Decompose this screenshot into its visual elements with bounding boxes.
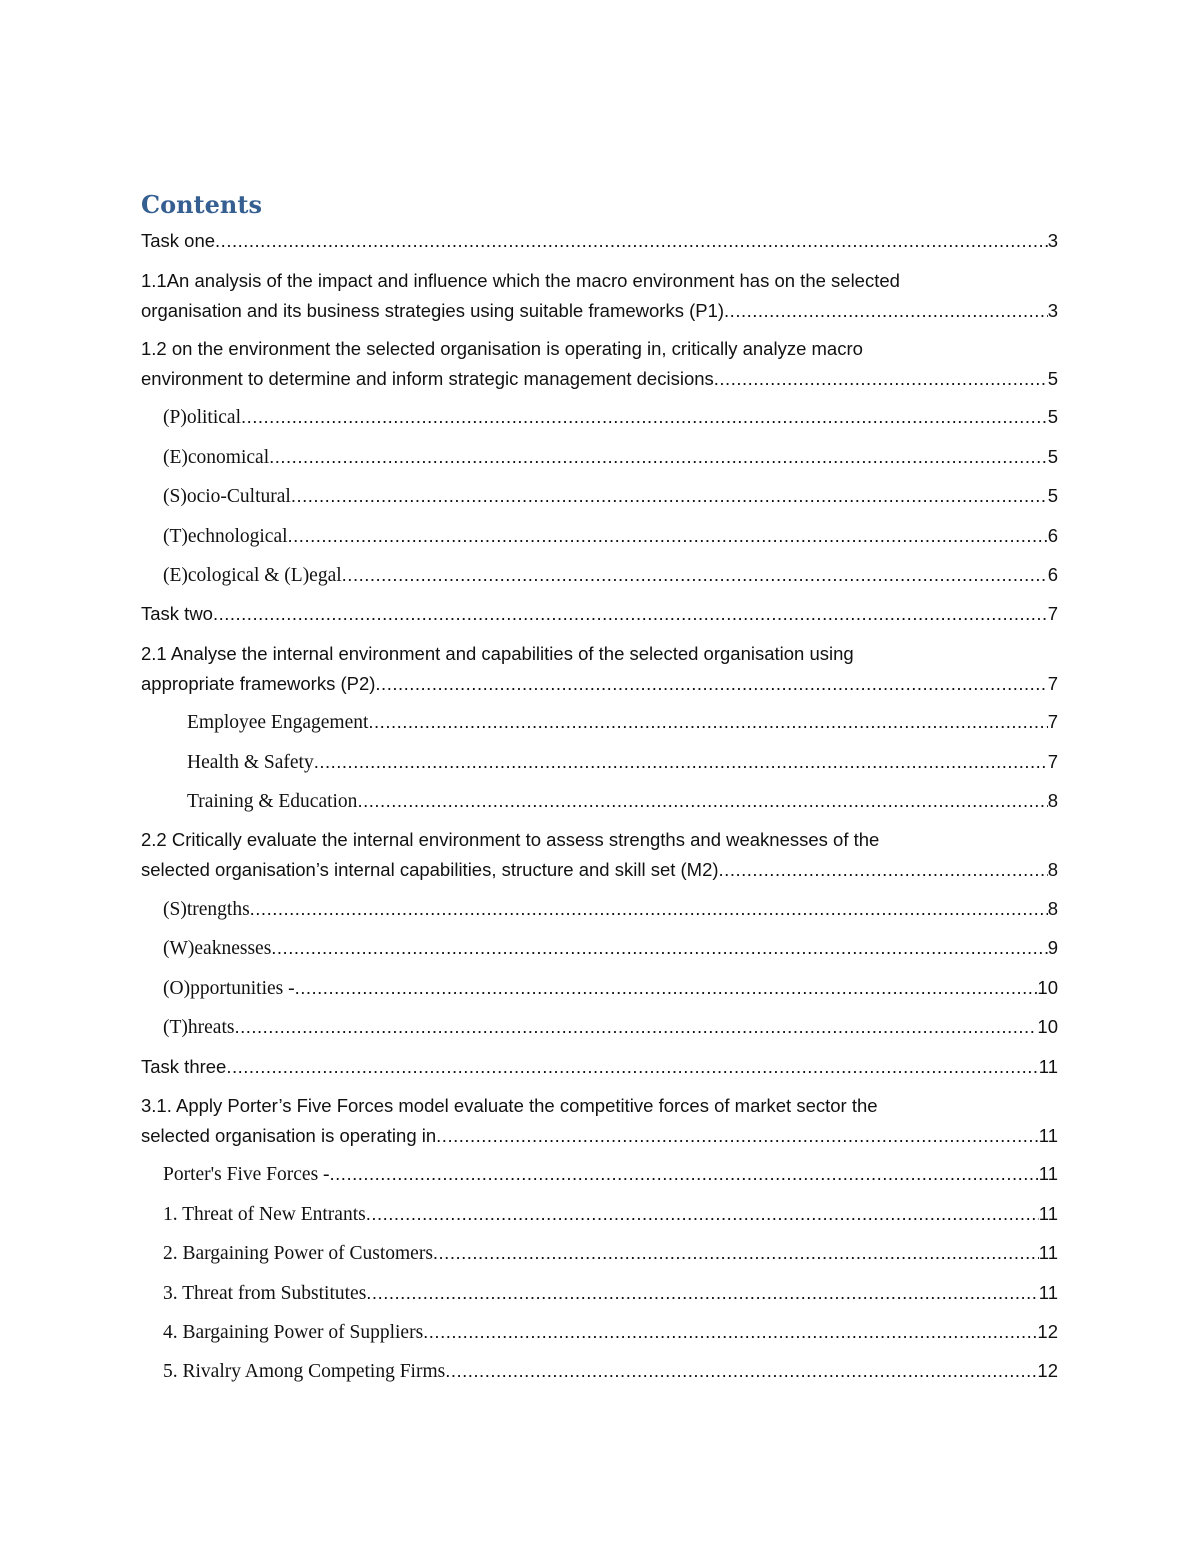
dot-leader bbox=[724, 296, 1048, 326]
toc-page-number: 3 bbox=[1047, 300, 1058, 321]
dot-leader bbox=[295, 973, 1038, 1003]
toc-entry-text: Employee Engagement bbox=[187, 712, 369, 733]
toc-entry[interactable] bbox=[141, 1052, 1058, 1082]
toc-page-number: 7 bbox=[1047, 603, 1058, 624]
dot-leader bbox=[234, 1012, 1037, 1042]
toc-entry-text-line1: 1.1An analysis of the impact and influence which the macro environment has on the selected bbox=[141, 270, 900, 291]
toc-entry-text: Training & Education bbox=[187, 791, 358, 812]
dot-leader bbox=[342, 560, 1048, 590]
toc-entry-text: selected organisation’s internal capabilities, structure and skill set (M2) bbox=[141, 859, 719, 880]
toc-page-number: 7 bbox=[1047, 711, 1058, 732]
toc-entry-text: (O)pportunities - bbox=[163, 978, 295, 999]
toc-entry[interactable] bbox=[141, 1238, 1058, 1268]
toc-entry[interactable] bbox=[141, 1159, 1058, 1189]
toc-entry-text: Task two bbox=[141, 603, 213, 624]
toc-entry-text: 3. Threat from Substitutes bbox=[163, 1283, 367, 1304]
dot-leader bbox=[719, 855, 1048, 885]
toc-page-number: 11 bbox=[1038, 1125, 1058, 1146]
toc-page-number: 6 bbox=[1047, 525, 1058, 546]
toc-entry-text: 1. Threat of New Entrants bbox=[163, 1204, 366, 1225]
toc-page-number: 5 bbox=[1047, 368, 1058, 389]
toc-entry-text: organisation and its business strategies using suitable frameworks (P1) bbox=[141, 300, 725, 321]
toc-entry-text: Health & Safety bbox=[187, 752, 314, 773]
toc-page-number: 7 bbox=[1047, 751, 1058, 772]
toc-entry[interactable] bbox=[141, 786, 1058, 816]
dot-leader bbox=[213, 599, 1048, 629]
toc-entry[interactable] bbox=[141, 334, 1058, 394]
dot-leader bbox=[271, 933, 1047, 963]
toc-entry-text: Porter's Five Forces - bbox=[163, 1164, 330, 1185]
toc-page-number: 5 bbox=[1047, 485, 1058, 506]
toc-page-number: 11 bbox=[1038, 1242, 1058, 1263]
toc-entry[interactable] bbox=[141, 521, 1058, 551]
toc-entry-text: (S)trengths bbox=[163, 899, 250, 920]
toc-entry[interactable] bbox=[141, 266, 1058, 326]
toc-entry[interactable] bbox=[141, 825, 1058, 885]
dot-leader bbox=[423, 1317, 1037, 1347]
toc-entry[interactable] bbox=[141, 639, 1058, 699]
toc-page-number: 10 bbox=[1037, 977, 1058, 998]
toc-entry-text-line1: 2.1 Analyse the internal environment and capabilities of the selected organisation using bbox=[141, 643, 854, 664]
dot-leader bbox=[288, 521, 1048, 551]
toc-page-number: 11 bbox=[1038, 1163, 1058, 1184]
toc-entry-text: Task one bbox=[141, 230, 216, 251]
toc-entry[interactable] bbox=[141, 1278, 1058, 1308]
toc-entry-text: environment to determine and inform strategic management decisions bbox=[141, 368, 714, 389]
toc-page-number: 3 bbox=[1047, 230, 1058, 251]
toc-page-number: 9 bbox=[1047, 937, 1058, 958]
toc-page-number: 5 bbox=[1047, 406, 1058, 427]
toc-entry[interactable] bbox=[141, 599, 1058, 629]
toc-page-number: 5 bbox=[1047, 446, 1058, 467]
toc-entry-text: appropriate frameworks (P2) bbox=[141, 673, 376, 694]
toc-entry-text-line1: 3.1. Apply Porter’s Five Forces model evaluate the competitive forces of market sector the bbox=[141, 1095, 878, 1116]
toc-page-number: 12 bbox=[1037, 1321, 1058, 1342]
dot-leader bbox=[375, 669, 1047, 699]
toc-entry[interactable] bbox=[141, 442, 1058, 472]
dot-leader bbox=[291, 481, 1048, 511]
toc-entry[interactable] bbox=[141, 402, 1058, 432]
toc-entry[interactable] bbox=[141, 1199, 1058, 1229]
toc-page-number: 12 bbox=[1037, 1360, 1058, 1381]
toc-page-number: 6 bbox=[1047, 564, 1058, 585]
dot-leader bbox=[330, 1159, 1039, 1189]
toc-entry-text-line1: 1.2 on the environment the selected organisation is operating in, critically analyze macro bbox=[141, 338, 863, 359]
toc-entry-text: Task three bbox=[141, 1056, 227, 1077]
toc-entry-text: (E)conomical bbox=[163, 447, 270, 468]
dot-leader bbox=[250, 894, 1048, 924]
toc-page-number: 8 bbox=[1047, 859, 1058, 880]
toc-entry-text: 2. Bargaining Power of Customers bbox=[163, 1243, 433, 1264]
toc-entry[interactable] bbox=[141, 560, 1058, 590]
dot-leader bbox=[368, 707, 1047, 737]
dot-leader bbox=[241, 402, 1048, 432]
dot-leader bbox=[714, 364, 1048, 394]
toc-entry[interactable] bbox=[141, 933, 1058, 963]
dot-leader bbox=[226, 1052, 1038, 1082]
toc-entry-text: (W)eaknesses bbox=[163, 938, 272, 959]
toc-entry[interactable] bbox=[141, 1356, 1058, 1386]
toc-entry-text-line1: 2.2 Critically evaluate the internal environment to assess strengths and weaknesses of the bbox=[141, 829, 880, 850]
toc-page-number: 11 bbox=[1038, 1203, 1058, 1224]
dot-leader bbox=[314, 747, 1048, 777]
toc-entry[interactable] bbox=[141, 894, 1058, 924]
dot-leader bbox=[433, 1238, 1039, 1268]
toc-entry[interactable] bbox=[141, 481, 1058, 511]
toc-entry-text: (E)cological & (L)egal bbox=[163, 565, 342, 586]
toc-entry-text: (T)hreats bbox=[163, 1017, 235, 1038]
toc-entry-text: (S)ocio-Cultural bbox=[163, 486, 291, 507]
toc-entry[interactable] bbox=[141, 973, 1058, 1003]
toc-page-number: 11 bbox=[1038, 1056, 1058, 1077]
toc-page-number: 8 bbox=[1047, 790, 1058, 811]
toc-entry[interactable] bbox=[141, 226, 1058, 256]
dot-leader bbox=[366, 1278, 1038, 1308]
dot-leader bbox=[269, 442, 1048, 472]
toc-heading: Contents bbox=[141, 190, 262, 219]
toc-page-number: 11 bbox=[1038, 1282, 1058, 1303]
dot-leader bbox=[366, 1199, 1039, 1229]
toc-entry-text: 4. Bargaining Power of Suppliers bbox=[163, 1322, 424, 1343]
toc-entry[interactable] bbox=[141, 707, 1058, 737]
dot-leader bbox=[357, 786, 1047, 816]
toc-entry[interactable] bbox=[141, 747, 1058, 777]
toc-entry-text: 5. Rivalry Among Competing Firms bbox=[163, 1361, 446, 1382]
toc-page-number: 8 bbox=[1047, 898, 1058, 919]
toc-entry[interactable] bbox=[141, 1091, 1058, 1151]
toc-entry-text: (P)olitical bbox=[163, 407, 241, 428]
toc-entry-text: selected organisation is operating in bbox=[141, 1125, 437, 1146]
dot-leader bbox=[436, 1121, 1039, 1151]
dot-leader bbox=[215, 226, 1048, 256]
toc-entry[interactable] bbox=[141, 1317, 1058, 1347]
dot-leader bbox=[445, 1356, 1037, 1386]
toc-entry-text: (T)echnological bbox=[163, 526, 288, 547]
toc-page-number: 10 bbox=[1037, 1016, 1058, 1037]
toc-entry[interactable] bbox=[141, 1012, 1058, 1042]
toc-page-number: 7 bbox=[1047, 673, 1058, 694]
